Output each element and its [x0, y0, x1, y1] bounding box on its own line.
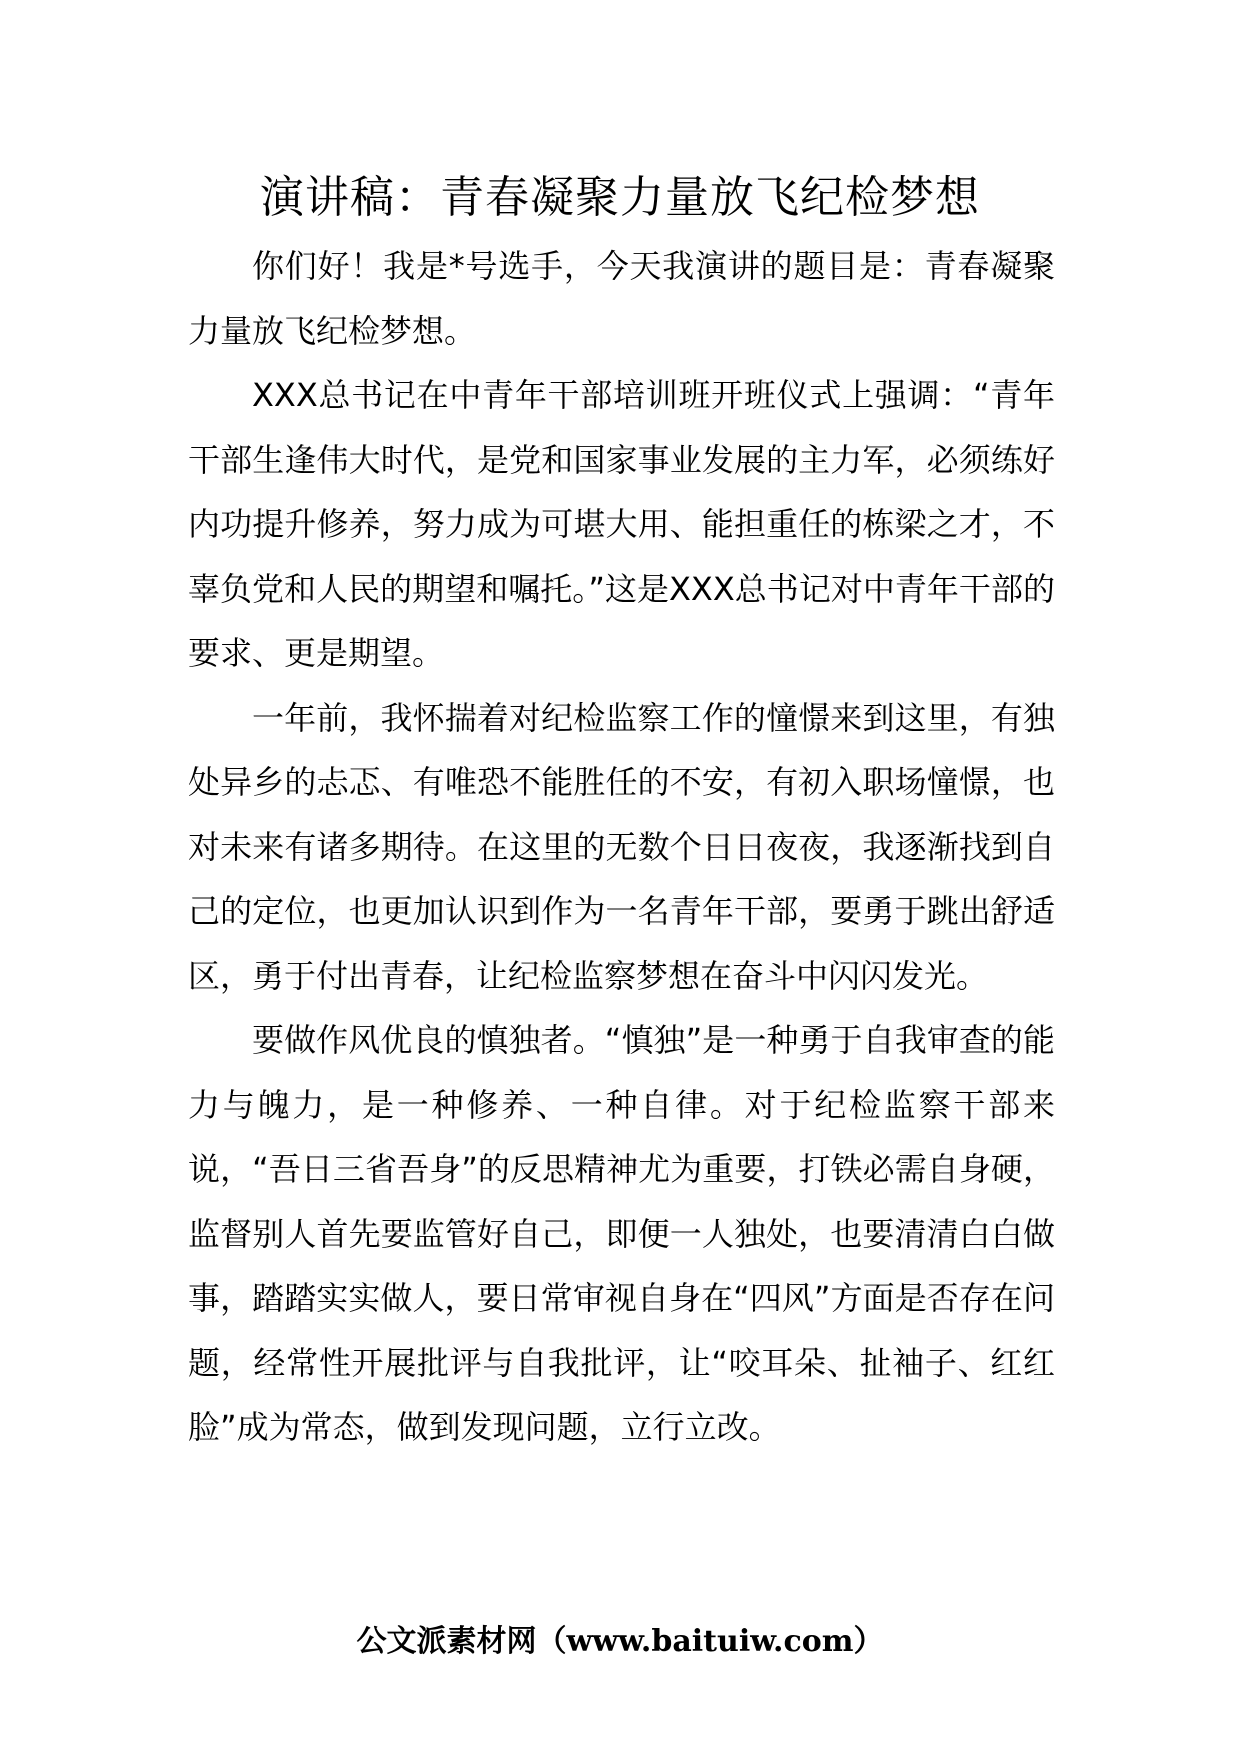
footer-source: 公文派素材网（www.baituiw.com）	[356, 1624, 884, 1659]
paragraph-self-discipline: 要做作风优良的慎独者。“慎独”是一种勇于自我审查的能力与魄力，是一种修养、一种自律。对于纪检监察干部来说，“吾日三省吾身”的反思精神尤为重要，打铁必需自身硬，监督别人首先要监管好自己，即便一人独处，也要清清白白做事，踏踏实实做人，要日常审视自身在“四风”方面是否存在问题，经常性开展批评与自我批评，让“咬耳朵、扯袖子、红红脸”成为常态，做到发现问题，立行立改。	[188, 1021, 1055, 1446]
paragraph-one-year-ago: 一年前，我怀揣着对纪检监察工作的憧憬来到这里，有独处异乡的忐忑、有唯恐不能胜任的不安，有初入职场憧憬，也对未来有诸多期待。在这里的无数个日日夜夜，我逐渐找到自己的定位，也更加认识到作为一名青年干部，要勇于跳出舒适区，勇于付出青春，让纪检监察梦想在奋斗中闪闪发光。	[188, 698, 1055, 995]
document-body	[188, 234, 1055, 1460]
paragraph-greeting: 你们好！我是*号选手，今天我演讲的题目是：青春凝聚力量放飞纪检梦想。	[188, 247, 1055, 350]
paragraph-quote: XXX总书记在中青年干部培训班开班仪式上强调：“青年干部生逢伟大时代，是党和国家事业发展的主力军，必须练好内功提升修养，努力成为可堪大用、能担重任的栋梁之才，不辜负党和人民的期望和嘱托。”这是XXX总书记对中青年干部的要求、更是期望。	[188, 376, 1055, 672]
document-title: 演讲稿：青春凝聚力量放飞纪检梦想	[260, 172, 980, 223]
